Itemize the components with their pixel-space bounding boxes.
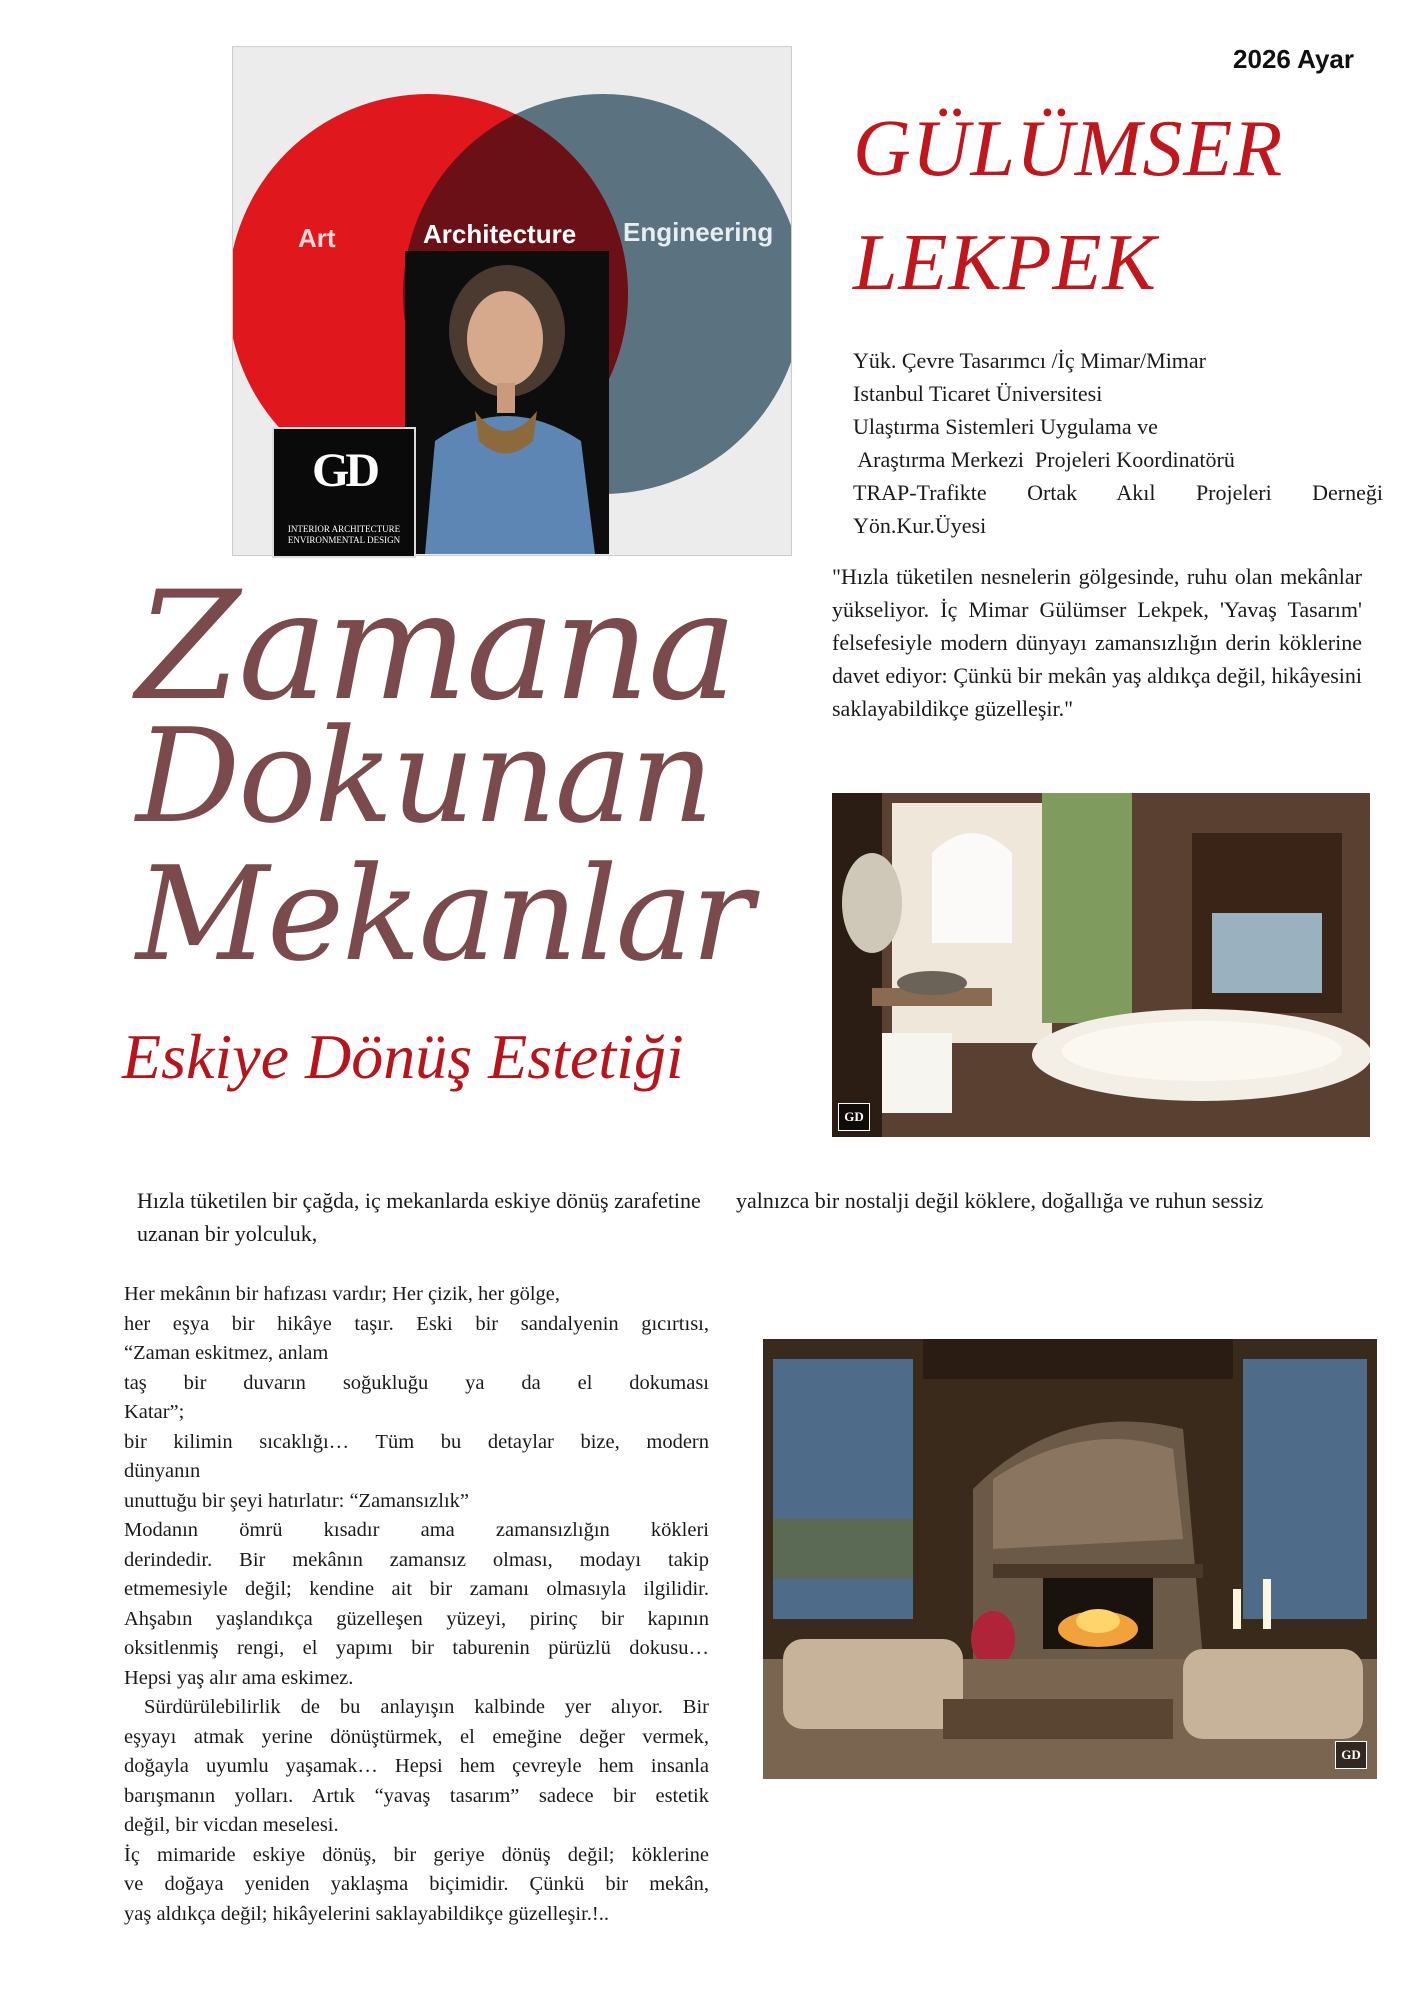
credential-line: Ulaştırma Sistemleri Uygulama ve bbox=[853, 414, 1158, 439]
body-line: ve doğaya yeniden yaklaşma biçimidir. Çünkü bir mekân, bbox=[124, 1873, 709, 1895]
photo-watermark: GD bbox=[1335, 1741, 1367, 1769]
body-line: Her mekânın bir hafızası vardır; Her çizik, her gölge, bbox=[124, 1283, 561, 1305]
body-line: barışmanın yolları. Artık “yavaş tasarım” sadece bir estetik bbox=[124, 1784, 709, 1807]
body-line: derindedir. Bir mekânın zamansız olması, modayı takip bbox=[124, 1548, 709, 1571]
body-line: doğayla uyumlu yaşamak… Hepsi hem çevreyle hem insanla bbox=[124, 1755, 709, 1777]
body-line: etmemesiyle değil; kendine ait bir zamanı olmasıyla ilgilidir. bbox=[124, 1578, 709, 1600]
logo-subtitle bbox=[280, 524, 408, 546]
photo-watermark: GD bbox=[838, 1103, 870, 1131]
body-line: Ahşabın yaşlandıkça güzelleşen yüzeyi, pirinç bir kapının bbox=[124, 1607, 709, 1630]
venn-label-art: Art bbox=[298, 223, 336, 253]
body-line: “Zaman eskitmez, anlam bbox=[124, 1342, 329, 1364]
author-first-name: GÜLÜMSER bbox=[853, 105, 1284, 193]
author-portrait bbox=[405, 251, 609, 554]
intro-text-left: Hızla tüketilen bir çağda, iç mekanlarda eskiye dönüş zarafetine uzanan bir yolculuk, bbox=[137, 1188, 701, 1246]
credential-line: Araştırma Merkezi Projeleri Koordinatörü bbox=[853, 447, 1235, 472]
body-line: bir kilimin sıcaklığı… Tüm bu detaylar bize, modern bbox=[124, 1430, 709, 1453]
logo-subtitle-line-2: ENVIRONMENTAL DESIGN bbox=[287, 535, 401, 545]
body-line: değil, bir vicdan meselesi. bbox=[124, 1814, 339, 1836]
article-subtitle: Eskiye Dönüş Estetiği bbox=[122, 1021, 684, 1092]
issue-date: 2026 Ayar bbox=[1233, 44, 1354, 74]
venn-label-architecture: Architecture bbox=[423, 219, 577, 249]
logo-subtitle-line-1: INTERIOR ARCHITECTURE bbox=[287, 524, 401, 534]
body-line: taş bir duvarın soğukluğu ya da el dokuması bbox=[124, 1371, 709, 1394]
pull-quote: "Hızla tüketilen nesnelerin gölgesinde, ruhu olan mekânlar yükseliyor. İç Mimar Gülümser Lekpek, 'Yavaş Tasarım' felsefesiyle modern dünyayı zamansızlığın derin köklerine davet ediyor: Çünkü bir mekân yaş aldıkça değil, hikâyesini saklayabildikçe güzelleşir." bbox=[832, 564, 1362, 721]
credential-line: Yön.Kur.Üyesi bbox=[853, 513, 987, 538]
body-line: yaş aldıkça değil; hikâyelerini saklayabildikçe güzelleşir.!.. bbox=[124, 1902, 609, 1925]
body-line: eşyayı atmak yerine dönüştürmek, el emeğine değer vermek, bbox=[124, 1725, 709, 1748]
article-body bbox=[124, 1280, 709, 1929]
body-line: İç mimaride eskiye dönüş, bir geriye dönüş değil; köklerine bbox=[124, 1843, 709, 1866]
bathroom-photo bbox=[832, 793, 1370, 1137]
credential-line: Istanbul Ticaret Üniversitesi bbox=[853, 381, 1103, 406]
venn-label-engineering: Engineering bbox=[623, 217, 774, 247]
intro-text-right: yalnızca bir nostalji değil köklere, doğallığa ve ruhun sessiz bbox=[736, 1188, 1264, 1213]
body-line: Modanın ömrü kısadır ama zamansızlığın kökleri bbox=[124, 1519, 709, 1541]
body-line: Hepsi yaş alır ama eskimez. bbox=[124, 1666, 354, 1689]
credential-line: TRAP-Trafikte Ortak Akıl Projeleri Derneği bbox=[853, 480, 1383, 505]
credential-line: Yük. Çevre Tasarımcı /İç Mimar/Mimar bbox=[853, 348, 1207, 373]
title-line-3: Mekanlar bbox=[136, 838, 752, 990]
body-line: unuttuğu bir şeyi hatırlatır: “Zamansızlık” bbox=[124, 1489, 469, 1512]
title-line-1: Zamana bbox=[136, 560, 736, 734]
fireplace-photo bbox=[763, 1339, 1377, 1779]
logo-mark: GD bbox=[312, 444, 376, 497]
body-line: dünyanın bbox=[124, 1460, 201, 1482]
body-line: her eşya bir hikâye taşır. Eski bir sandalyenin gıcırtısı, bbox=[124, 1312, 709, 1335]
body-line: oksitlenmiş rengi, el yapımı bir taburenin pürüzlü dokusu… bbox=[124, 1637, 709, 1659]
author-last-name: LEKPEK bbox=[853, 219, 1157, 307]
body-line: Sürdürülebilirlik de bu anlayışın kalbinde yer alıyor. Bir bbox=[124, 1696, 709, 1718]
body-line: Katar”; bbox=[124, 1401, 185, 1423]
title-line-2: Dokunan bbox=[136, 700, 712, 852]
author-credentials bbox=[853, 344, 1383, 542]
gd-logo bbox=[272, 427, 416, 558]
